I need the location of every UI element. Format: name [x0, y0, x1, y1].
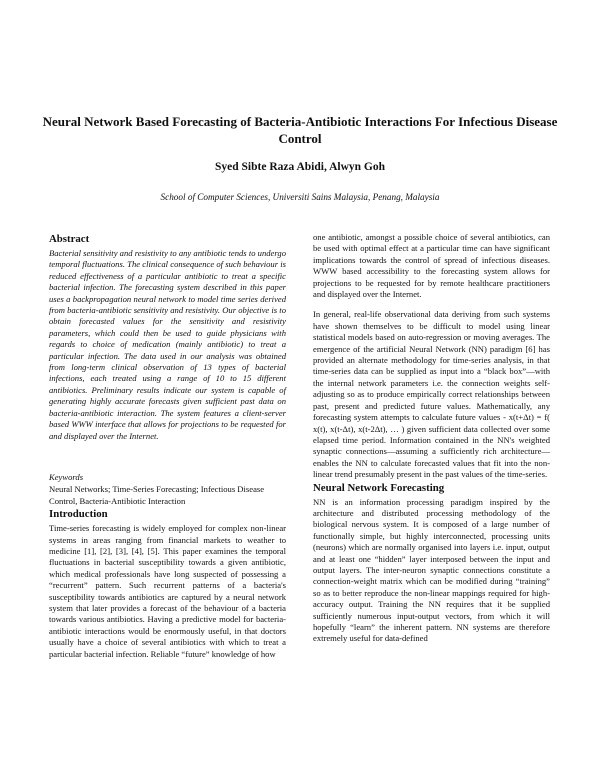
right-paragraph-1: one antibiotic, amongst a possible choice of several antibiotics, can be used with optimal effect at a particular time can have significant implications towards the control of spread of infectious diseases. WWW based accessibility to the forecasting system allows for projections to be requested for by remote healthcare practitioners and displayed over the Internet.	[313, 232, 550, 300]
paper-authors: Syed Sibte Raza Abidi, Alwyn Goh	[215, 161, 385, 173]
paper-title: Neural Network Based Forecasting of Bacteria-Antibiotic Interactions For Infectious Disease Control	[42, 114, 558, 146]
right-paragraph-2: In general, real-life observational data deriving from such systems have shown themselves to be difficult to model using linear statistical models based on auto-regression or moving averages. The emergence of the artificial Neural Network (NN) paradigm [6] has provided an alternate methodology for time-series analysis, in that time-series data can be supplied as input into a “black box”—with the internal network parameters i.e. the connection weights self-adjusting so as to produce empirically correct relationships between past, present and predicted future values. Mathematically, any forecasting system attempts to calculate future values - x(t+Δt) = f( x(t), x(t-Δt), x(t-2Δt), … ) given sufficient data collected over some elapsed time period. Information contained in the NN's weighted synaptic connections—assuming a sufficiently rich architecture—enables the NN to calculate forecasted values that fit into the non-linear trend presumably present in the past values of the time-series.	[313, 309, 550, 480]
right-paragraph-3: NN is an information processing paradigm inspired by the architecture and distributed processing methodology of the biological nervous system. It is composed of a large number of functionally simple, but highly interconnected, processing units (neurons) which are normally organised into layers i.e. input, output and at least one “hidden” layer interposed between the input and output layers. The inter-neuron synaptic connections constitute a connection-weight matrix which can be modified during “training” so as to better reproduce the non-linear mappings required for high-accuracy output. Training the NN requires that it be supplied sufficiently numerous input-output vectors, from which it will hopefully “learn” the inherent pattern. NN systems are therefore extremely useful for data-defined	[313, 496, 550, 644]
right-column	[313, 232, 550, 645]
abstract-heading: Abstract	[49, 233, 90, 245]
introduction-text: Time-series forecasting is widely employed for complex non-linear systems in areas ranging from financial markets to weather to medicine [1], [2], [3], [4], [5]. This paper examines the temporal fluctuations in bacterial susceptibility towards a given antibiotic, which medical professionals have long suspected of possessing a “recurrent” pattern. Such recurrent patterns of a bacteria's susceptibility towards antibiotics are captured by a neural network system that later provides a forecast of the behaviour of a bacteria towards various antibiotics. Having a predictive model for bacteria-antibiotic interactions would be enormously useful, in that doctors usually have a choice of several antibiotics with which to treat a particular bacterial infection. Reliable “future” knowledge of how	[49, 523, 286, 659]
keywords-text: Neural Networks; Time-Series Forecasting; Infectious Disease Control, Bacteria-Antibiotic Interaction	[49, 484, 265, 506]
introduction-heading: Introduction	[49, 508, 108, 521]
keywords-heading: Keywords	[49, 471, 84, 482]
left-column	[49, 232, 286, 660]
nn-forecasting-heading: Neural Network Forecasting	[313, 481, 445, 494]
abstract-text: Bacterial sensitivity and resistivity to any antibiotic tends to undergo temporal fluctuations. The clinical consequence of such behaviour is reduced effectiveness of a particular antibiotic to treat a specific bacterial infection. The forecasting system described in this paper uses a backpropagation neural network to model time series derived from bacteria-antibiotic sensitivity and resistivity. Our objective is to obtain forecasted values for the sensitivity and resistivity parameters, which could then be used to guide physicians with regards to choice of medication (mainly antibiotic) to treat a particular infection. The data used in our analysis was obtained from long-term clinical observation of 13 types of bacterial infections, each treated using a range of 10 to 15 different antibiotics. Preliminary results indicate our system is capable of generating highly accurate forecasts given sufficient past data on bacteria-antibiotic interaction. The system features a client-server based WWW interface that allows for projections to be requested for and displayed over the Internet.	[49, 248, 286, 441]
paper-affiliation: School of Computer Sciences, Universiti Sains Malaysia, Penang, Malaysia	[160, 192, 440, 202]
